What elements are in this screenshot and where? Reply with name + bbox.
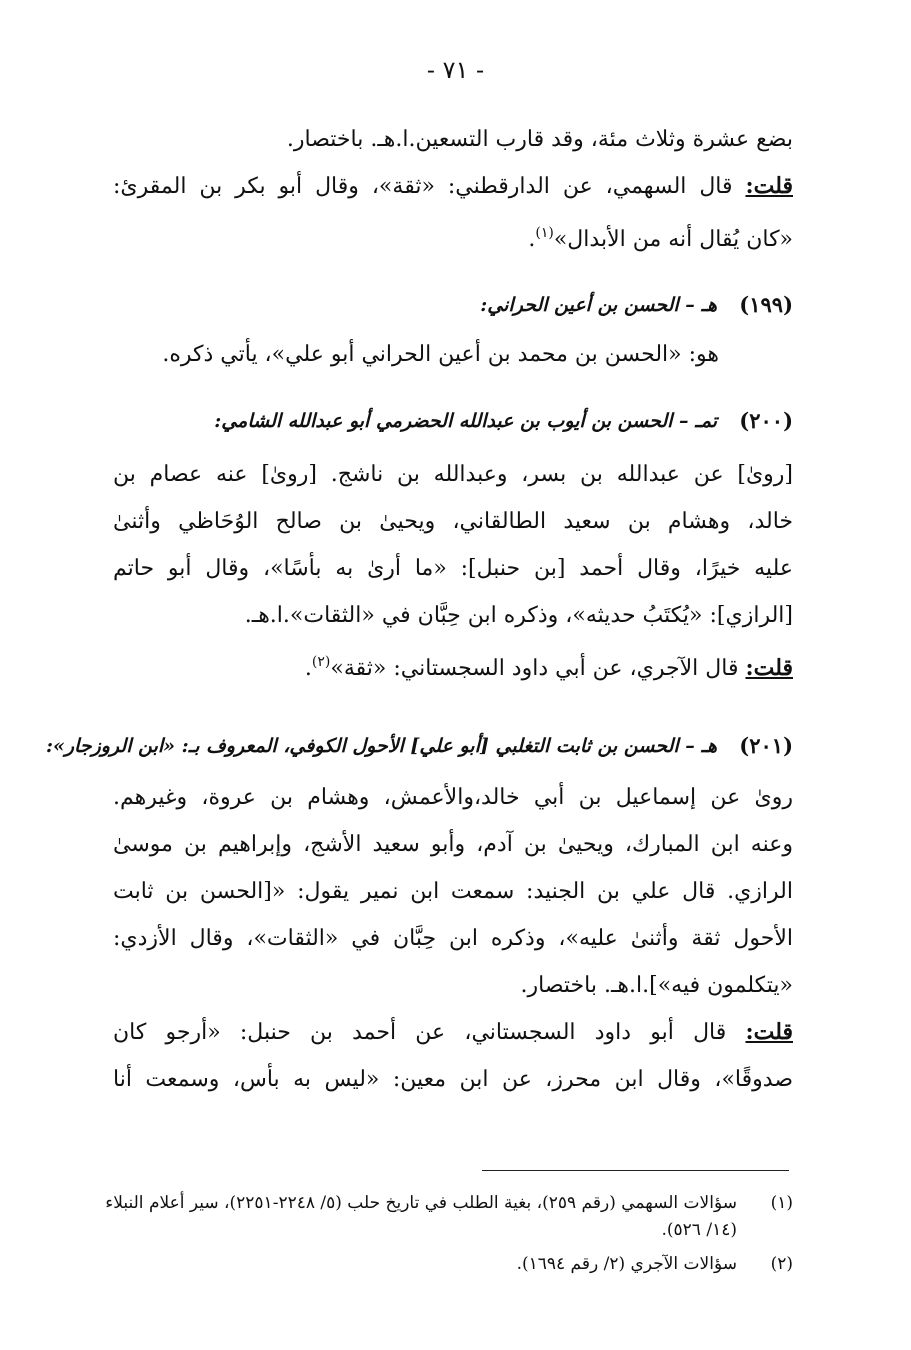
entry-body-200 bbox=[113, 451, 793, 686]
entry-line: «يتكلمون فيه»].ا.هـ. باختصار. bbox=[520, 973, 793, 998]
footnote-text: سؤالات الآجري (٢/ رقم ١٦٩٤). bbox=[516, 1254, 737, 1274]
footnote-text: سؤالات السهمي (رقم ٢٥٩)، بغية الطلب في تاريخ حلب (٥/ ٢٢٤٨-٢٢٥١)، سير أعلام النبلاء (١٤/ ٥٢٦). bbox=[105, 1193, 737, 1240]
page-number: - ٧١ - bbox=[426, 56, 485, 84]
footnote-number: (١) bbox=[770, 1193, 793, 1213]
footnote-ref-2: (٢) bbox=[311, 654, 331, 670]
intro-line-1: بضع عشرة وثلاث مئة، وقد قارب التسعين.ا.هـ. باختصار. bbox=[286, 127, 793, 152]
entry-number: (١٩٩) bbox=[739, 292, 793, 317]
qult-line: قلت: قال الآجري، عن أبي داود السجستاني: «ثقة»$^{(٢)}$. bbox=[304, 654, 793, 681]
entry-line: صدوقًا»، وقال ابن محرز، عن ابن معين: «ليس به بأس، وسمعت أنا bbox=[113, 1067, 793, 1092]
qult-label: قلت: bbox=[745, 173, 793, 199]
entry-heading-199 bbox=[103, 285, 793, 325]
footnote-2 bbox=[93, 1251, 793, 1278]
intro-line-2: قلت: قال السهمي، عن الدارقطني: «ثقة»، وقال أبو بكر بن المقرئ: bbox=[113, 173, 793, 199]
footnote-number: (٢) bbox=[770, 1254, 793, 1274]
footnote-1 bbox=[93, 1190, 793, 1244]
qult-line: قلت: قال أبو داود السجستاني، عن أحمد بن حنبل: «أرجو كان bbox=[113, 1019, 793, 1045]
entry-number: (٢٠١) bbox=[739, 733, 793, 758]
entry-line: خالد، وهشام بن سعيد الطالقاني، ويحيیٰ بن صالح الوُحَاظي وأثنیٰ bbox=[113, 509, 793, 534]
entry-heading-200 bbox=[103, 401, 793, 441]
entry-line: رویٰ عن إسماعيل بن أبي خالد،والأعمش، وهشام بن عروة، وغيرهم. bbox=[113, 785, 793, 810]
entry-line: الرازي. قال علي بن الجنيد: سمعت ابن نمير يقول: «[الحسن بن ثابت bbox=[113, 879, 793, 904]
entry-line: [الرازي]: «يُكتَبُ حديثه»، وذكره ابن حِبَّان في «الثقات».ا.هـ. bbox=[244, 603, 793, 628]
entry-title: هـ – الحسن بن أعين الحراني: bbox=[480, 294, 717, 316]
entry-line: [رویٰ] عن عبدالله بن بسر، وعبدالله بن ناشج. [رویٰ] عنه عصام بن bbox=[113, 462, 793, 487]
entry-line: وعنه ابن المبارك، ويحيیٰ بن آدم، وأبو سعيد الأشج، وإبراهيم بن موسیٰ bbox=[113, 832, 793, 857]
entry-line: الأحول ثقة وأثنیٰ عليه»، وذكره ابن حِبَّان في «الثقات»، وقال الأزدي: bbox=[113, 926, 793, 951]
qult-label: قلت: bbox=[745, 1019, 793, 1045]
entry-body-201 bbox=[113, 774, 793, 1103]
entry-body-199 bbox=[113, 331, 719, 378]
entry-title: تمـ – الحسن بن أيوب بن عبدالله الحضرمي أبو عبدالله الشامي: bbox=[214, 410, 717, 432]
entry-line: هو: «الحسن بن محمد بن أعين الحراني أبو علي»، يأتي ذكره. bbox=[162, 342, 719, 367]
entry-line: عليه خيرًا، وقال أحمد [بن حنبل]: «ما أرىٰ به بأسًا»، وقال أبو حاتم bbox=[113, 556, 793, 581]
entry-title: هـ – الحسن بن ثابت التغلبي [أبو علي] الأحول الكوفي، المعروف بـ: «ابن الروزجار»: bbox=[45, 735, 717, 757]
entry-heading-201 bbox=[45, 726, 793, 766]
footnote-divider bbox=[482, 1170, 789, 1171]
intro-line-3: «كان يُقال أنه من الأبدال»$^{(١)}$. bbox=[528, 225, 793, 252]
intro-section bbox=[113, 116, 793, 257]
entry-number: (٢٠٠) bbox=[739, 408, 793, 433]
footnote-ref-1: (١) bbox=[535, 225, 554, 241]
qult-label: قلت: bbox=[745, 655, 793, 681]
